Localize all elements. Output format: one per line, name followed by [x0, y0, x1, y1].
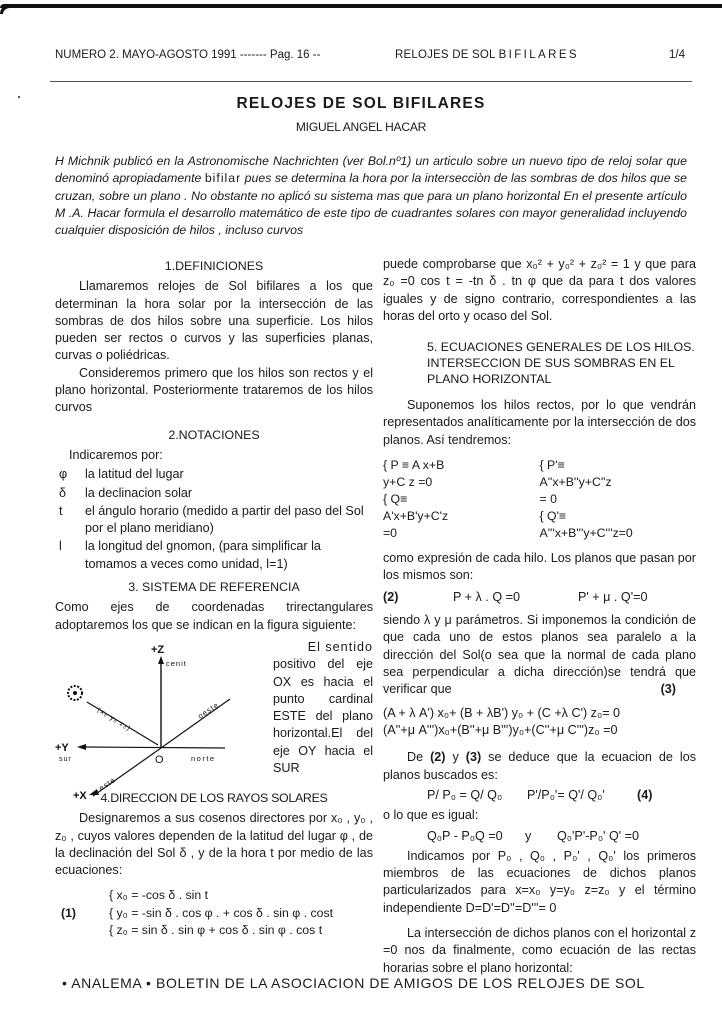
notation-text: la longitud del gnomon, (para simplificar la tomamos a veces como unidad, l=1)	[85, 539, 321, 571]
running-title	[395, 49, 635, 61]
equation-4-number: (4)	[637, 787, 653, 802]
section-3-heading: 3. SISTEMA DE REFERENCIA	[128, 580, 300, 595]
sun-ray-label: (x₀ y₀ z₀)	[95, 706, 132, 733]
notation-list	[55, 466, 373, 573]
equation-line: (A + λ A') x₀+ (B + λB') y₀ + (C +λ C') z₀= 0	[383, 705, 621, 720]
este-label: este	[97, 775, 118, 793]
abstract-part-2: pues se determina la hora por la intersecciòn de las sombras de dos hilos que se cruzan, sobre un plano . No obstante no aplicó su sistema mas que para un plano horizontal En el presente artículo M .A. Hacar formula el desarrollo matemático de este tipo de cuadrantes solares con mayor generalidad incluyendo cualquier disposición de hilos , incluso curvos	[55, 171, 687, 238]
section-2-heading: 2.NOTACIONES	[168, 427, 260, 442]
issue-info: NUMERO 2. MAYO-AGOSTO 1991 ------- Pag. 16 --	[55, 49, 321, 61]
y-axis	[85, 747, 225, 748]
equation-5-a: Q₀P - P₀Q =0	[427, 828, 503, 843]
equation-1-lines	[109, 887, 373, 940]
equation-5	[383, 828, 696, 845]
scan-edge	[0, 4, 722, 8]
notation-item	[55, 503, 373, 538]
abstract-keyword: bifilar	[204, 171, 242, 186]
equation-2-b: P' + μ . Q'=0	[578, 589, 648, 604]
running-title-spaced: BIFILARES	[498, 49, 579, 61]
x-label: +X	[73, 789, 87, 802]
z-label: +Z	[151, 643, 165, 656]
plane-equations	[383, 457, 696, 542]
plane-equations-a	[383, 457, 540, 542]
section-5-paragraph-6: Indicamos por P₀ , Q₀ , P₀' , Q₀' los primeros miembros de las ecuaciones de dichos planos particularizados para x=x₀ y=y₀ z=z₀ y el término independiente D=D'=D''=D'''= 0	[383, 848, 696, 915]
origin-label: O	[155, 753, 164, 766]
cenit-label: cenit	[166, 658, 187, 668]
abstract-part-1: H Michnik publicó en la Astronomische Nachrichten (ver Bol.nº1) un articulo sobre un nuevo tipo de reloj solar que denominó apropiadamente	[55, 154, 687, 186]
equation-1	[55, 887, 373, 940]
equation-5-b: Q₀'P'-P₀' Q' =0	[557, 828, 640, 843]
header-rule	[50, 81, 692, 82]
equation-5-y: y	[525, 828, 532, 843]
equation-line: { Q'≡ A'''x+B'''y+C'''z=0	[539, 509, 633, 541]
norte-label: norte	[191, 753, 216, 763]
section-5-paragraph-4	[383, 749, 696, 784]
section-5-heading: 5. ECUACIONES GENERALES DE LOS HILOS. INTERSECCION DE SUS SOMBRAS EN EL PLANO HORIZONTAL	[427, 340, 695, 387]
notation-item	[55, 485, 373, 502]
equation-line: { P'≡ A''x+B''y+C''z = 0	[539, 458, 612, 507]
page-footer: • ANALEMA • BOLETIN DE LA ASOCIACION DE AMIGOS DE LOS RELOJES DE SOL	[62, 975, 645, 991]
y-label: +Y	[55, 741, 69, 754]
equation-4-a: P/ P₀ = Q/ Q₀	[427, 787, 503, 802]
notation-text: el ángulo horario (medido a partir del paso del Sol por el plano meridiano)	[85, 503, 364, 536]
equation-4	[383, 787, 696, 804]
equation-1-number: (1)	[61, 905, 77, 920]
running-title-prefix: RELOJES DE SOL	[395, 49, 499, 61]
section-1-paragraph-2: Consideremos primero que los hilos son rectos y el plano horizontal. Posteriormente trataremos de los hilos curvos	[55, 365, 373, 415]
notation-item	[55, 538, 373, 573]
figure-caption-rest: positivo del eje OX es hacia el punto cardinal ESTE del plano horizontal.El del eje OY hacia el SUR	[273, 657, 373, 776]
y-arrow	[77, 744, 86, 750]
equation-4-b: P'/P₀'= Q'/ Q₀'	[527, 787, 605, 802]
ref-eq-2: (2)	[430, 750, 446, 765]
equation-3-number: (3)	[660, 682, 676, 697]
notation-symbol: t	[59, 503, 63, 518]
equation-2	[383, 589, 696, 606]
oeste-label: oeste	[196, 700, 221, 721]
article-author: MIGUEL ANGEL HACAR	[295, 120, 427, 134]
equation-line: { y₀ = -sin δ . cos φ . + cos δ . sin φ . cost	[109, 905, 334, 920]
text-part: De	[407, 750, 431, 765]
equation-line: { z₀ = sin δ . sin φ + cos δ . sin φ . cos t	[109, 923, 323, 938]
section-5-paragraph-3: siendo λ y μ parámetros. Si imponemos la condición de que cada uno de estos planos sea paralelo a la dirección del Sol(o sea que la normal de cada plano sea perpendicular a dicha dirección)se tendrá que verificar que	[383, 612, 696, 697]
plane-equations-b	[540, 457, 697, 542]
section-3-paragraph: Como ejes de coordenadas trirectangulares adoptaremos los que se indican en la figura siguiente:	[55, 600, 373, 632]
section-1-paragraph-1: Llamaremos relojes de Sol bifilares a los que determinan la hora solar por la intersección de las sombras de dos hilos sobre una superficie. Los hilos pueden ser rectos o curvos y las superficies planas, curvas o poliédricas.	[55, 279, 373, 363]
equation-2-a: P + λ . Q =0	[453, 589, 520, 604]
equation-2-number: (2)	[383, 589, 399, 604]
section-5-paragraph-5: o lo que es igual:	[383, 808, 479, 823]
notation-symbol: φ	[59, 467, 68, 482]
ref-eq-3: (3)	[465, 750, 482, 765]
notation-symbol: δ	[59, 485, 67, 500]
notation-symbol: l	[59, 539, 62, 554]
page-header	[55, 49, 685, 61]
text-part: se deduce que la ecuacion de los planos buscados es:	[383, 750, 696, 782]
section-1-heading: 1.DEFINICIONES	[164, 259, 264, 273]
section-5-paragraph-7: La intersección de dichos planos con el horizontal z =0 nos da finalmente, como ecuación de las rectas horarias sobre el plano horizontal:	[383, 926, 696, 975]
notation-text: la latitud del lugar	[85, 467, 184, 482]
right-column	[383, 256, 696, 977]
article-title: RELOJES DE SOL BIFILARES	[236, 95, 486, 112]
figure-caption-first: El sentido	[307, 639, 373, 654]
section-4-paragraph: Designaremos a sus cosenos directores por x₀ , y₀ , z₀ , cuyos valores dependen de la latitud del lugar φ , de la declinación del Sol δ , y de la hora t por medio de las ecuaciones:	[55, 811, 373, 878]
section-4-continuation: puede comprobarse que x₀² + y₀² + z₀² = 1 y que para z₀ =0 cos t = -tn δ . tn φ que da para t dos valores iguales y de signo contrario, correspondientes a las horas del orto y ocaso del Sol.	[383, 257, 696, 323]
left-column	[55, 258, 373, 940]
equation-line: { x₀ = -cos δ . sin t	[109, 888, 209, 903]
z-arrow	[158, 656, 164, 664]
equation-line: (A''+μ A''')x₀+(B''+μ B''')y₀+(C''+μ C''')z₀ =0	[383, 723, 618, 738]
section-2-intro: Indicaremos por:	[69, 447, 163, 462]
text-part: y	[445, 750, 466, 765]
equation-line: { P ≡ A x+B y+C z =0	[383, 458, 445, 490]
notation-text: la declinacion solar	[85, 485, 193, 500]
abstract	[55, 153, 687, 239]
section-5-paragraph-1: Suponemos los hilos rectos, por lo que vendrán representados analíticamente por la intersección de dos planos. Así tendremos:	[383, 398, 696, 447]
section-4-heading: 4.DIRECCION DE LOS RAYOS SOLARES	[100, 790, 328, 805]
sun-center-icon	[73, 691, 77, 695]
figure-caption	[273, 639, 373, 784]
equation-line: { Q≡ A'x+B'y+C'z =0	[383, 492, 449, 541]
equation-3	[383, 705, 696, 740]
oeste-line	[161, 699, 230, 748]
section-5-paragraph-2: como expresión de cada hilo. Los planos que pasan por los mismos son:	[383, 551, 696, 583]
page-fraction: 1/4	[669, 49, 685, 61]
sur-label: sur	[59, 755, 72, 763]
notation-item	[55, 466, 373, 483]
